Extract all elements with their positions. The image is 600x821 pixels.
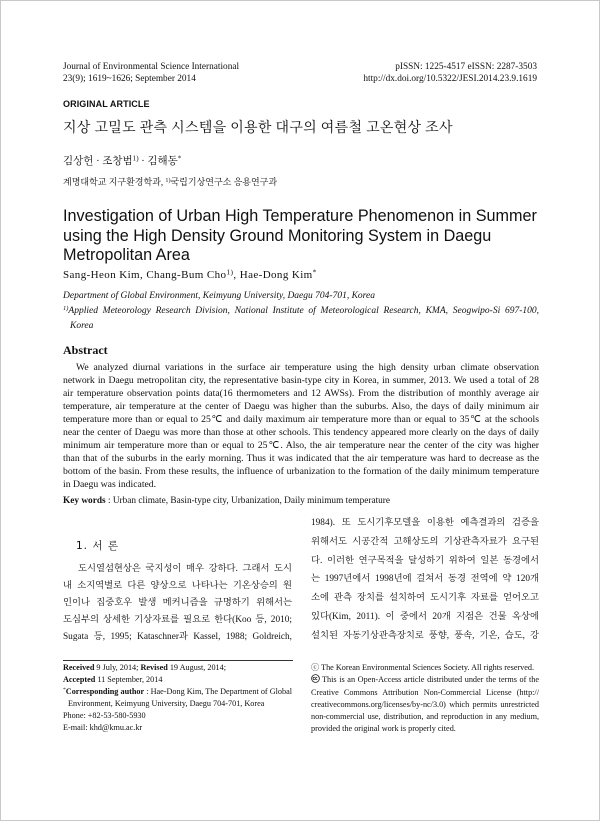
affiliation-mark: 1) bbox=[63, 304, 69, 312]
email-link[interactable]: E-mail: khd@kmu.ac.kr bbox=[63, 723, 143, 732]
body-line: 인이나 집중호우 발생 메커니즘을 규명하기 위해서는 bbox=[63, 598, 292, 608]
abstract-line: network in Daegu metropolitan city, the representative basin-type city in Korea, in summer, 2013. We used a total of 28 bbox=[63, 375, 539, 386]
body-line: 도심부의 상세한 기상자료를 필요로 한다(Koo 등, 2010; bbox=[63, 615, 292, 625]
abstract-line: We analyzed diurnal variations in the surface air temperature using the high density urban climate observation bbox=[76, 362, 539, 373]
affiliation-mark: 1) bbox=[132, 154, 139, 163]
journal-name: Journal of Environmental Science International bbox=[63, 62, 240, 72]
korean-title: 지상 고밀도 관측 시스템을 이용한 대구의 여름철 고온현상 조사 bbox=[63, 121, 453, 136]
article-history-footnote bbox=[63, 662, 292, 734]
affiliation-mark: 1) bbox=[165, 177, 171, 184]
author-name: 조창범 bbox=[102, 156, 133, 167]
body-line: 1984). 또 도시기후모델을 이용한 예측결과의 검증을 bbox=[311, 518, 539, 528]
body-line: 다. 이러한 연구목적을 달성하기 위하여 일본 동경에서 bbox=[311, 555, 539, 566]
abstract-line: than that of the suburbs in the early morning. Thus it was indicated that the air temperature was hard to decrease as the bbox=[63, 453, 539, 464]
body-column-right bbox=[311, 514, 539, 646]
section-heading: 1. 서 론 bbox=[76, 540, 119, 552]
corresponding-mark: * bbox=[63, 687, 66, 694]
license-line: provided the original work is properly cited. bbox=[311, 724, 456, 733]
korean-author-list bbox=[63, 155, 181, 169]
article-type: ORIGINAL ARTICLE bbox=[63, 99, 150, 109]
body-column-left bbox=[63, 561, 292, 646]
title-line: Investigation of Urban High Temperature Phenomenon in Summer bbox=[63, 207, 537, 225]
body-line: Sugata 등, 1995; Kataschner과 Kassel, 1988; Goldreich, bbox=[63, 632, 292, 642]
journal-header-left bbox=[63, 61, 239, 85]
body-line: 있다(Kim, 2011). 이 중에서 20개 지점은 건물 옥상에 bbox=[311, 611, 539, 622]
affiliation-line bbox=[63, 304, 539, 319]
accepted-date: 11 September, 2014 bbox=[97, 675, 163, 684]
english-author-list bbox=[63, 268, 317, 282]
english-affiliations bbox=[63, 289, 539, 334]
author-name: 김상헌 bbox=[63, 156, 94, 167]
affiliation-text: 국립기상연구소 응용연구과 bbox=[170, 177, 278, 187]
abstract-line: in Daegu was indicated. bbox=[63, 479, 157, 490]
abstract-line: air temperature observation points data(16 thermometers and 12 AWSs). From the distribution of monthly average air bbox=[63, 388, 539, 399]
keywords bbox=[63, 495, 539, 508]
abstract-line: bottom of the basin. From these results, the influence of urbanization to the formation of the daily minimum temperature bbox=[63, 466, 539, 477]
author-separator: , bbox=[233, 269, 237, 281]
revised-date: 19 August, 2014; bbox=[169, 663, 227, 672]
abstract-line: temperature more than or equal to 25℃ and daily maximum air temperature more than or equal to 35℃ at the schools bbox=[63, 414, 539, 425]
affiliation-mark: 1) bbox=[226, 267, 234, 277]
issn: pISSN: 1225-4517 eISSN: 2287-3503 bbox=[395, 62, 537, 72]
corresponding-text: : Hae-Dong Kim, The Department of Global bbox=[146, 687, 292, 696]
author-name: 김해동 bbox=[147, 156, 178, 167]
affiliation-text: Applied Meteorology Research Division, National Institute of Meteorological Research, KMA, Seogwipo-Si 697-100, bbox=[68, 306, 539, 316]
title-line: using the High Density Ground Monitoring System in Daegu bbox=[63, 226, 492, 245]
license-text: This is an Open-Access article distributed under the terms of the bbox=[322, 675, 539, 684]
affiliation-text: 계명대학교 지구환경학과, bbox=[63, 177, 164, 187]
revised-label: Revised bbox=[140, 663, 168, 672]
history-line bbox=[63, 662, 292, 674]
body-line: 내 소지역별로 다른 양상으로 나타나는 기온상승의 원 bbox=[63, 581, 292, 591]
creative-commons-icon bbox=[311, 674, 320, 687]
footnote-rule bbox=[63, 660, 293, 661]
affiliation-line: Korea bbox=[70, 321, 94, 331]
abstract-line: temperature, air temperature at the center of Daegu was higher than the suburbs. Also, the days of daily minimum air bbox=[63, 401, 539, 412]
issue-info: 23(9); 1619~1626; September 2014 bbox=[63, 74, 196, 84]
affiliation-line: Department of Global Environment, Keimyung University, Daegu 704-701, Korea bbox=[63, 291, 375, 301]
keywords-text: : Urban climate, Basin-type city, Urbanization, Daily minimum temperature bbox=[107, 496, 391, 506]
received-label: Received bbox=[63, 663, 95, 672]
received-date: 9 July, 2014; bbox=[96, 663, 139, 672]
abstract-body bbox=[63, 361, 539, 491]
phone: Phone: +82-53-580-5930 bbox=[63, 711, 146, 720]
copyright-line: ⓒ The Korean Environmental Sciences Society. All rights reserved. bbox=[311, 663, 535, 672]
author-name: Hae-Dong Kim bbox=[239, 269, 313, 281]
abstract-line: near the center of Daegu was more than those at other schools. This tendency appeared more clearly on the days of daily bbox=[63, 427, 539, 438]
body-line: 는 1997년에서 1998년에 걸쳐서 동경 전역에 약 120개 bbox=[311, 574, 539, 585]
corresponding-line: Environment, Keimyung University, Daegu 704-701, Korea bbox=[68, 699, 265, 708]
body-line: 위해서도 시공간적 고해상도의 기상관측자료가 요구된 bbox=[311, 536, 539, 547]
license-line: Creative Commons Attribution Non-Commercial License (http:// bbox=[311, 688, 539, 697]
body-line: 설치된 자동기상관측장치로 풍향, 풍속, 기온, 습도, 강 bbox=[311, 630, 539, 641]
author-name: Chang-Bum Cho bbox=[146, 269, 227, 281]
korean-affiliations bbox=[63, 176, 277, 188]
corresponding-label: Corresponding author bbox=[65, 687, 145, 696]
license-footnote bbox=[311, 662, 539, 735]
corresponding-mark: * bbox=[177, 154, 182, 163]
history-line bbox=[63, 674, 292, 686]
english-title bbox=[63, 207, 539, 266]
abstract-line: minimum air temperature more than or equal to 25℃. Also, the air temperature near the center of the city was higher bbox=[63, 440, 539, 451]
keywords-label: Key words bbox=[63, 496, 106, 506]
title-line: Metropolitan Area bbox=[63, 246, 190, 264]
doi-link[interactable]: http://dx.doi.org/10.5322/JESI.2014.23.9.1619 bbox=[363, 74, 537, 84]
license-line bbox=[311, 674, 539, 687]
license-line: non-commercial use, distribution, and reproduction in any medium, bbox=[311, 712, 539, 721]
body-line: 도시열섬현상은 국지성이 매우 강하다. 그래서 도시 bbox=[78, 564, 292, 574]
body-line: 소에 관측 장치를 설치하여 도시기후 자료를 얻어오고 bbox=[311, 593, 539, 604]
author-separator: · bbox=[141, 156, 145, 167]
author-name: Sang-Heon Kim, bbox=[63, 269, 144, 281]
journal-header-right bbox=[363, 61, 537, 85]
author-separator: · bbox=[96, 156, 100, 167]
accepted-label: Accepted bbox=[63, 675, 96, 684]
license-line: creativecommons.org/licenses/by-nc/3.0) which permits unrestricted bbox=[311, 700, 539, 709]
corresponding-mark: * bbox=[312, 267, 317, 277]
abstract-heading: Abstract bbox=[63, 343, 108, 357]
corresponding-line bbox=[63, 686, 292, 698]
